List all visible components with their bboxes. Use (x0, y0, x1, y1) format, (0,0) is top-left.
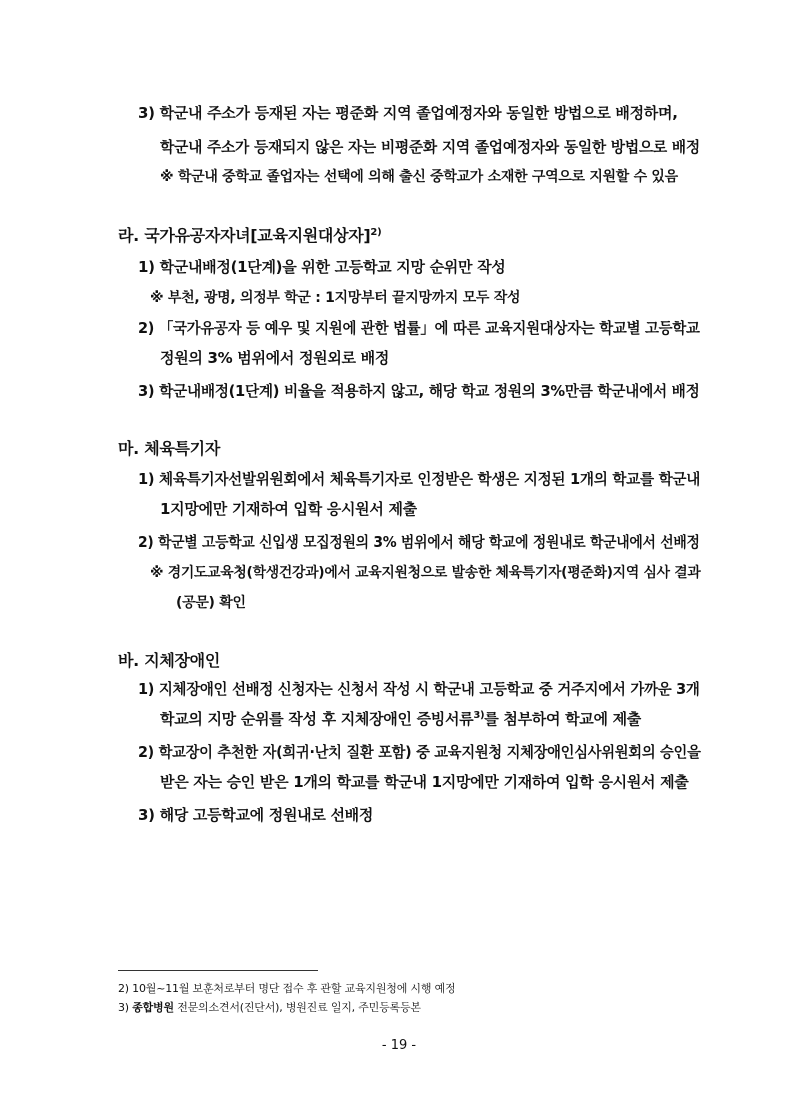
footnote-divider (118, 970, 318, 971)
section-d-item-2-line-2: 정원의 3% 범위에서 정원외로 배정 (160, 349, 390, 367)
section-e-item-2-note-line-1: ※ 경기도교육청(학생건강과)에서 교육지원청으로 발송한 체육특기자(평준화)지역 심사 결과 (150, 565, 701, 581)
section-f-item-3: 3) 해당 고등학교에 정원내로 선배정 (138, 806, 374, 824)
section-f-item-2-line-1: 2) 학교장이 추천한 자(희귀·난치 질환 포함) 중 교육지원청 지체장애인심사위원회의 승인을 (138, 743, 701, 761)
section-f-item-1-line-2: 학교의 지망 순위를 작성 후 지체장애인 증빙서류$^{3)}$를 첨부하여 학교에 제출 (160, 710, 641, 728)
section-d-item-3: 3) 학군내배정(1단계) 비율을 적용하지 않고, 해당 학교 정원의 3%만큼 학군내에서 배정 (138, 382, 700, 400)
section-d-item-1-note: ※ 부천, 광명, 의정부 학군 : 1지망부터 끝지망까지 모두 작성 (150, 290, 521, 306)
section-e-item-2: 2) 학군별 고등학교 신입생 모집정원의 3% 범위에서 해당 학교에 정원내로 학군내에서 선배정 (138, 533, 700, 551)
section-f-item-1-line-1: 1) 지체장애인 선배정 신청자는 신청서 작성 시 학군내 고등학교 중 거주지에서 가까운 3개 (138, 680, 700, 698)
item-3-note: ※ 학군내 중학교 졸업자는 선택에 의해 출신 중학교가 소재한 구역으로 지원할 수 있음 (160, 169, 678, 185)
section-heading-e: 마. 체육특기자 (118, 439, 220, 458)
section-e-item-1-line-1: 1) 체육특기자선발위원회에서 체육특기자로 인정받은 학생은 지정된 1개의 학교를 학군내 (138, 470, 701, 488)
section-e-item-1-line-2: 1지망에만 기재하여 입학 응시원서 제출 (160, 500, 417, 518)
section-heading-f: 바. 지체장애인 (118, 651, 220, 670)
section-f-item-2-line-2: 받은 자는 승인 받은 1개의 학교를 학군내 1지망에만 기재하여 입학 응시원서 제출 (160, 773, 689, 791)
section-d-item-2-line-1: 2) 「국가유공자 등 예우 및 지원에 관한 법률」에 따른 교육지원대상자는 학교별 고등학교 (138, 319, 700, 337)
item-3-line-2: 학군내 주소가 등재되지 않은 자는 비평준화 지역 졸업예정자와 동일한 방법으로 배정 (160, 138, 700, 156)
section-heading-d: 라. 국가유공자자녀[교육지원대상자]$^{2)}$ (118, 226, 382, 245)
section-d-item-1: 1) 학군내배정(1단계)을 위한 고등학교 지망 순위만 작성 (138, 258, 506, 276)
footnote-3: 3) 종합병원 전문의소견서(진단서), 병원진료 일지, 주민등록등본 (118, 1001, 421, 1014)
section-e-item-2-note-line-2: (공문) 확인 (176, 595, 246, 611)
page-number: - 19 - (381, 1038, 417, 1053)
item-3-line-1: 3) 학군내 주소가 등재된 자는 평준화 지역 졸업예정자와 동일한 방법으로 배정하며, (138, 104, 678, 122)
footnote-2: 2) 10월~11월 보훈처로부터 명단 접수 후 관할 교육지원청에 시행 예정 (118, 982, 456, 995)
